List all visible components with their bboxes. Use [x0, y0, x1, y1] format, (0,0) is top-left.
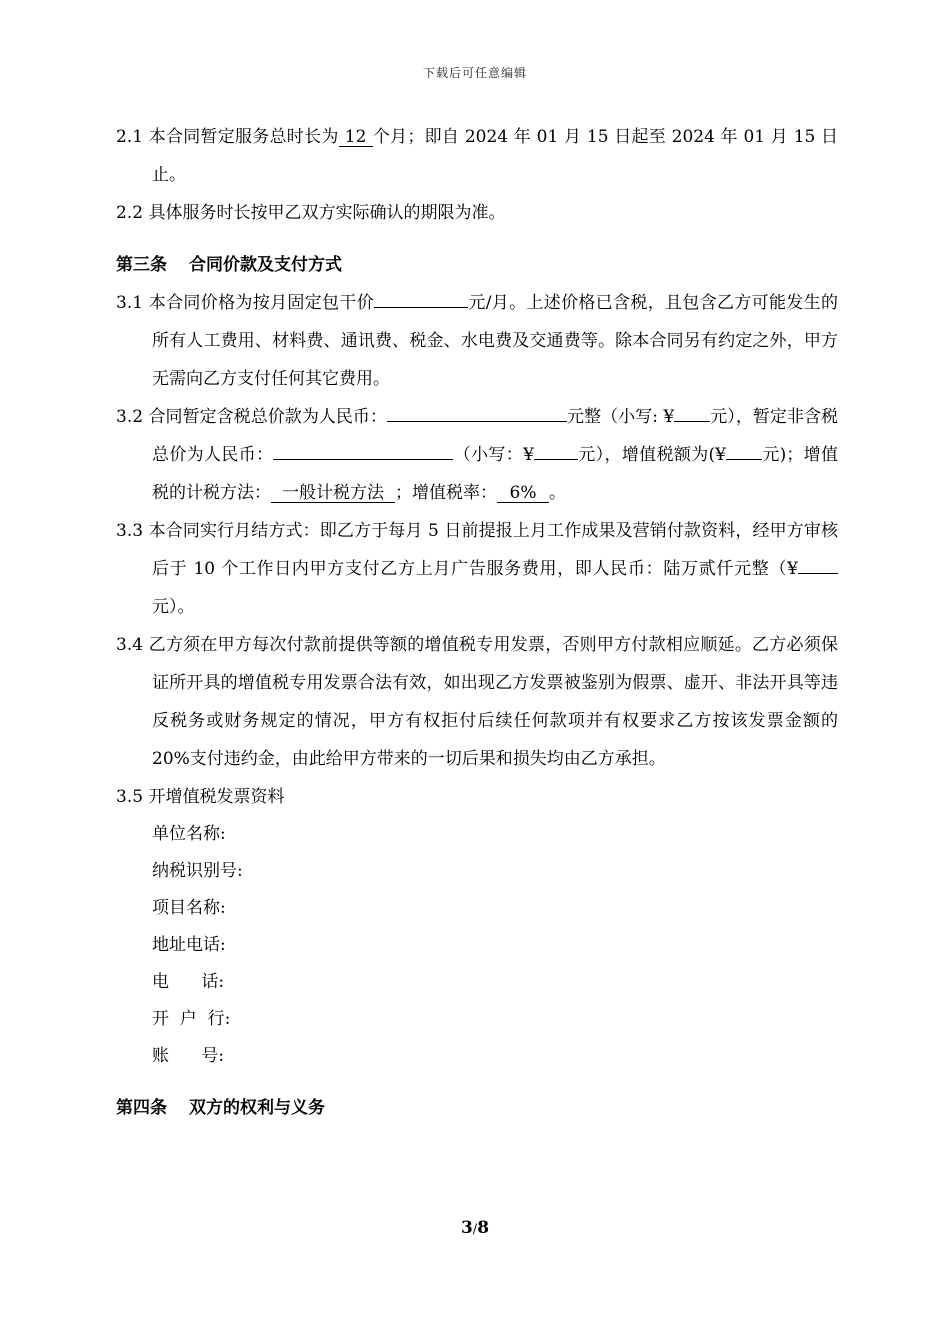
clause-text: 具体服务时长按甲乙双方实际确认的期限为准。 — [148, 203, 506, 223]
clause-text: 元整（小写: ¥ — [567, 407, 675, 427]
total-price-blank — [387, 421, 567, 422]
clause-text: 元）。 — [152, 597, 195, 617]
invoice-field-company-name: 单位名称: — [152, 824, 226, 844]
clause-text: 元），暂定非含税总价为人民币： — [152, 407, 839, 465]
clause-text: 元/月。上述价格已含税，且包含乙方可能发生的所有人工费用、材料费、通讯费、税金、水电费及交通费等。除本合同另有约定之外，甲方无需向乙方支付任何其它费用。 — [152, 293, 838, 389]
clause-label: 2.1 — [116, 127, 144, 147]
clause-label: 3.1 — [116, 293, 144, 313]
clause-label: 3.3 — [116, 521, 144, 541]
clause-2-2 — [116, 194, 838, 232]
invoice-field-project-name: 项目名称: — [152, 898, 226, 918]
clause-text: 乙方须在甲方每次付款前提供等额的增值税专用发票，否则甲方付款相应顺延。乙方必须保证所开具的增值税专用发票合法有效，如出现乙方发票被鉴别为假票、虚开、非法开具等违反税务或财务规定的情况，甲方有权拒付后续任何款项并有权要求乙方按该发票金额的 20%支付违约金，由此给甲方带来的一切后果和损失均由乙方承担。 — [148, 635, 839, 769]
clause-label: 2.2 — [116, 203, 144, 223]
total-price-small-blank — [674, 421, 710, 422]
clause-3-2 — [116, 398, 838, 512]
page-separator: / — [472, 1222, 478, 1237]
months-blank: 12 — [339, 129, 373, 147]
article-number: 第三条 — [116, 255, 167, 275]
clause-text: 本合同实行月结方式：即乙方于每月 5 日前提报上月工作成果及营销付款资料，经甲方审核后于 10 个工作日内甲方支付乙方上月广告服务费用，即人民币：陆万贰仟元整（¥ — [148, 521, 839, 579]
article-title: 双方的权利与义务 — [189, 1098, 325, 1118]
clause-text: 个月；即自 2024 年 01 月 15 日起至 2024 年 01 月 15 日止。 — [152, 127, 839, 185]
invoice-field-phone: 电 话: — [152, 972, 225, 992]
page-number — [0, 1218, 950, 1238]
clause-text: 开增值税发票资料 — [148, 787, 285, 807]
clause-text: 合同暂定含税总价款为人民币： — [148, 407, 388, 427]
clause-text: （小写：¥ — [453, 445, 534, 465]
page-header: 下载后可任意编辑 — [422, 66, 527, 80]
pretax-price-small-blank — [534, 459, 578, 460]
clause-text: ；增值税率： — [395, 483, 497, 503]
clause-text: 元)；增值税的计税方法： — [152, 445, 839, 503]
article-title: 合同价款及支付方式 — [189, 255, 342, 275]
monthly-price-blank — [374, 307, 468, 308]
clause-label: 3.5 — [116, 787, 144, 807]
total-pages: 8 — [477, 1218, 490, 1238]
clause-3-4 — [116, 626, 838, 778]
pretax-price-blank — [273, 459, 453, 460]
invoice-field-tax-id: 纳税识别号: — [152, 861, 243, 881]
clause-label: 3.2 — [116, 407, 144, 427]
vat-amount-blank — [726, 459, 762, 460]
clause-text: 元），增值税额为(¥ — [577, 445, 726, 465]
invoice-field-account: 账 号: — [152, 1046, 225, 1066]
article-4-heading — [116, 1089, 838, 1127]
clause-text: 。 — [549, 483, 566, 503]
clause-2-1 — [116, 118, 838, 194]
clause-label: 3.4 — [116, 635, 144, 655]
document-body — [116, 118, 838, 1127]
clause-text: 本合同暂定服务总时长为 — [148, 127, 339, 147]
current-page: 3 — [460, 1218, 473, 1238]
article-3-heading — [116, 246, 838, 284]
tax-rate-blank: 6% — [497, 485, 549, 503]
invoice-field-address-phone: 地址电话: — [152, 935, 226, 955]
clause-3-1 — [116, 284, 838, 398]
monthly-fee-small-blank — [798, 573, 838, 574]
invoice-field-bank: 开 户 行: — [152, 1009, 231, 1029]
tax-method-blank: 一般计税方法 — [271, 485, 395, 503]
clause-text: 本合同价格为按月固定包干价 — [148, 293, 375, 313]
clause-3-3 — [116, 512, 838, 626]
clause-3-5 — [116, 778, 838, 816]
article-number: 第四条 — [116, 1098, 167, 1118]
